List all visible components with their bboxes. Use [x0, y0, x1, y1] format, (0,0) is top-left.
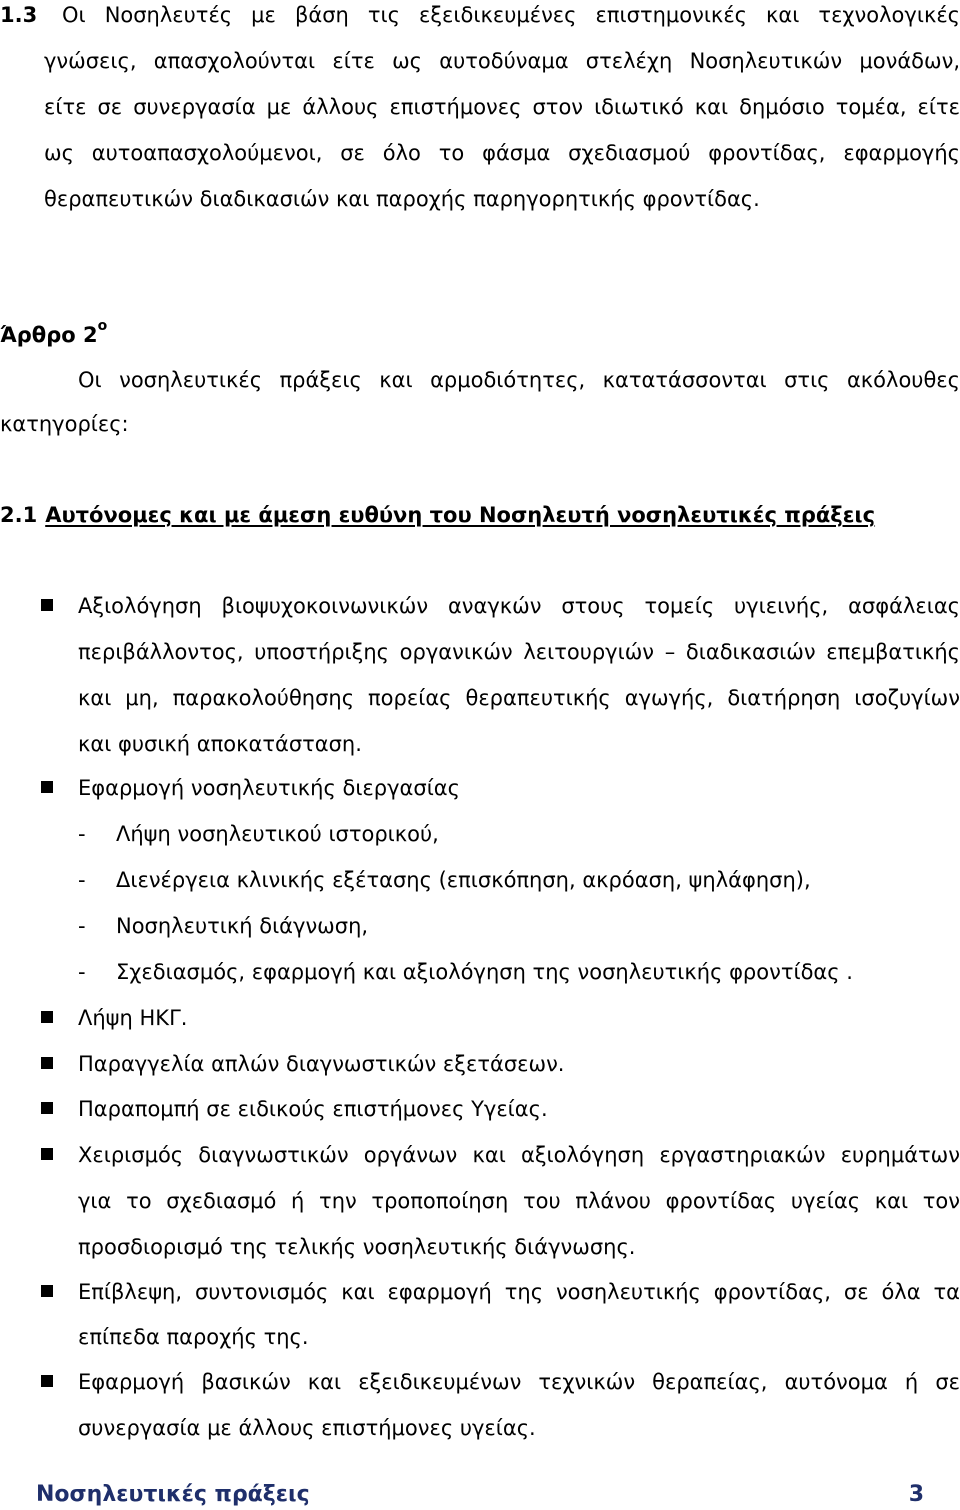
square-bullet-icon — [41, 781, 53, 793]
square-bullet-icon — [41, 1057, 53, 1069]
bullet-1-line-3: και μη, παρακολούθησης πορείας θεραπευτικής αγωγής, διατήρηση ισοζυγίων — [78, 686, 960, 710]
intro-line-4: ως αυτοαπασχολούμενοι, σε όλο το φάσμα σχεδιασμού φροντίδας, εφαρμογής — [44, 141, 960, 165]
intro-line-2: γνώσεις, απασχολούνται είτε ως αυτοδύναμα στελέχη Νοσηλευτικών μονάδων, — [44, 49, 960, 73]
bullet-7-line-1: Επίβλεψη, συντονισμός και εφαρμογή της νοσηλευτικής φροντίδας, σε όλα τα — [78, 1280, 960, 1304]
square-bullet-icon — [41, 1148, 53, 1160]
dash-icon: - — [78, 960, 86, 984]
square-bullet-icon — [41, 1375, 53, 1387]
article-title: Άρθρο 2 — [0, 323, 98, 347]
bullet-4-text: Παραγγελία απλών διαγνωστικών εξετάσεων. — [78, 1052, 565, 1076]
section-number-1-3: 1.3 — [0, 3, 38, 27]
article-line-1: Οι νοσηλευτικές πράξεις και αρμοδιότητες, κατατάσσονται στις ακόλουθες — [78, 368, 960, 392]
intro-line-5: θεραπευτικών διαδικασιών και παροχής παρηγορητικής φροντίδας. — [44, 187, 760, 211]
section-number-2-1: 2.1 — [0, 503, 38, 527]
bullet-1-line-4: και φυσική αποκατάσταση. — [78, 732, 362, 756]
bullet-1-line-1: Αξιολόγηση βιοψυχοκοινωνικών αναγκών στους τομείς υγιεινής, ασφάλειας — [78, 594, 960, 618]
page-footer — [36, 1478, 924, 1510]
bullet-3-text: Λήψη ΗΚΓ. — [78, 1006, 188, 1030]
square-bullet-icon — [41, 1011, 53, 1023]
sub-item-4: Σχεδιασμός, εφαρμογή και αξιολόγηση της νοσηλευτικής φροντίδας . — [116, 960, 853, 984]
article-superscript: ο — [97, 318, 108, 334]
square-bullet-icon — [41, 1285, 53, 1297]
bullet-8-line-1: Εφαρμογή βασικών και εξειδικευμένων τεχνικών θεραπείας, αυτόνομα ή σε — [78, 1370, 960, 1394]
dash-icon: - — [78, 822, 86, 846]
bullet-6-line-3: προσδιορισμό της τελικής νοσηλευτικής διάγνωσης. — [78, 1235, 636, 1259]
sub-item-1: Λήψη νοσηλευτικού ιστορικού, — [116, 822, 439, 846]
square-bullet-icon — [41, 1102, 53, 1114]
sub-item-3: Νοσηλευτική διάγνωση, — [116, 914, 369, 938]
bullet-7-line-2: επίπεδα παροχής της. — [78, 1325, 309, 1349]
bullet-8-line-2: συνεργασία με άλλους επιστήμονες υγείας. — [78, 1416, 536, 1440]
bullet-5-text: Παραπομπή σε ειδικούς επιστήμονες Υγείας. — [78, 1097, 548, 1121]
article-heading — [0, 320, 107, 353]
footer-title: Νοσηλευτικές πράξεις — [36, 1481, 310, 1507]
sub-item-2: Διενέργεια κλινικής εξέτασης (επισκόπηση, ακρόαση, ψηλάφηση), — [116, 868, 811, 892]
section-title: Αυτόνομες και με άμεση ευθύνη του Νοσηλευτή νοσηλευτικές πράξεις — [45, 503, 876, 527]
bullet-6-line-1: Χειρισμός διαγνωστικών οργάνων και αξιολόγηση εργαστηριακών ευρημάτων — [78, 1143, 960, 1167]
intro-line-1: Οι Νοσηλευτές με βάση τις εξειδικευμένες επιστημονικές και τεχνολογικές — [62, 3, 960, 27]
intro-line-3: είτε σε συνεργασία με άλλους επιστήμονες στον ιδιωτικό και δημόσιο τομέα, είτε — [44, 95, 960, 119]
square-bullet-icon — [41, 599, 53, 611]
bullet-6-line-2: για το σχεδιασμό ή την τροποποίηση του πλάνου φροντίδας υγείας και τον — [78, 1189, 960, 1213]
bullet-1-line-2: περιβάλλοντος, υποστήριξης οργανικών λειτουργιών – διαδικασιών επεμβατικής — [78, 640, 960, 664]
article-line-2: κατηγορίες: — [0, 412, 129, 436]
bullet-2-text: Εφαρμογή νοσηλευτικής διεργασίας — [78, 776, 460, 800]
section-heading-2-1 — [0, 500, 875, 530]
dash-icon: - — [78, 914, 86, 938]
page-number: 3 — [908, 1481, 924, 1507]
dash-icon: - — [78, 868, 86, 892]
